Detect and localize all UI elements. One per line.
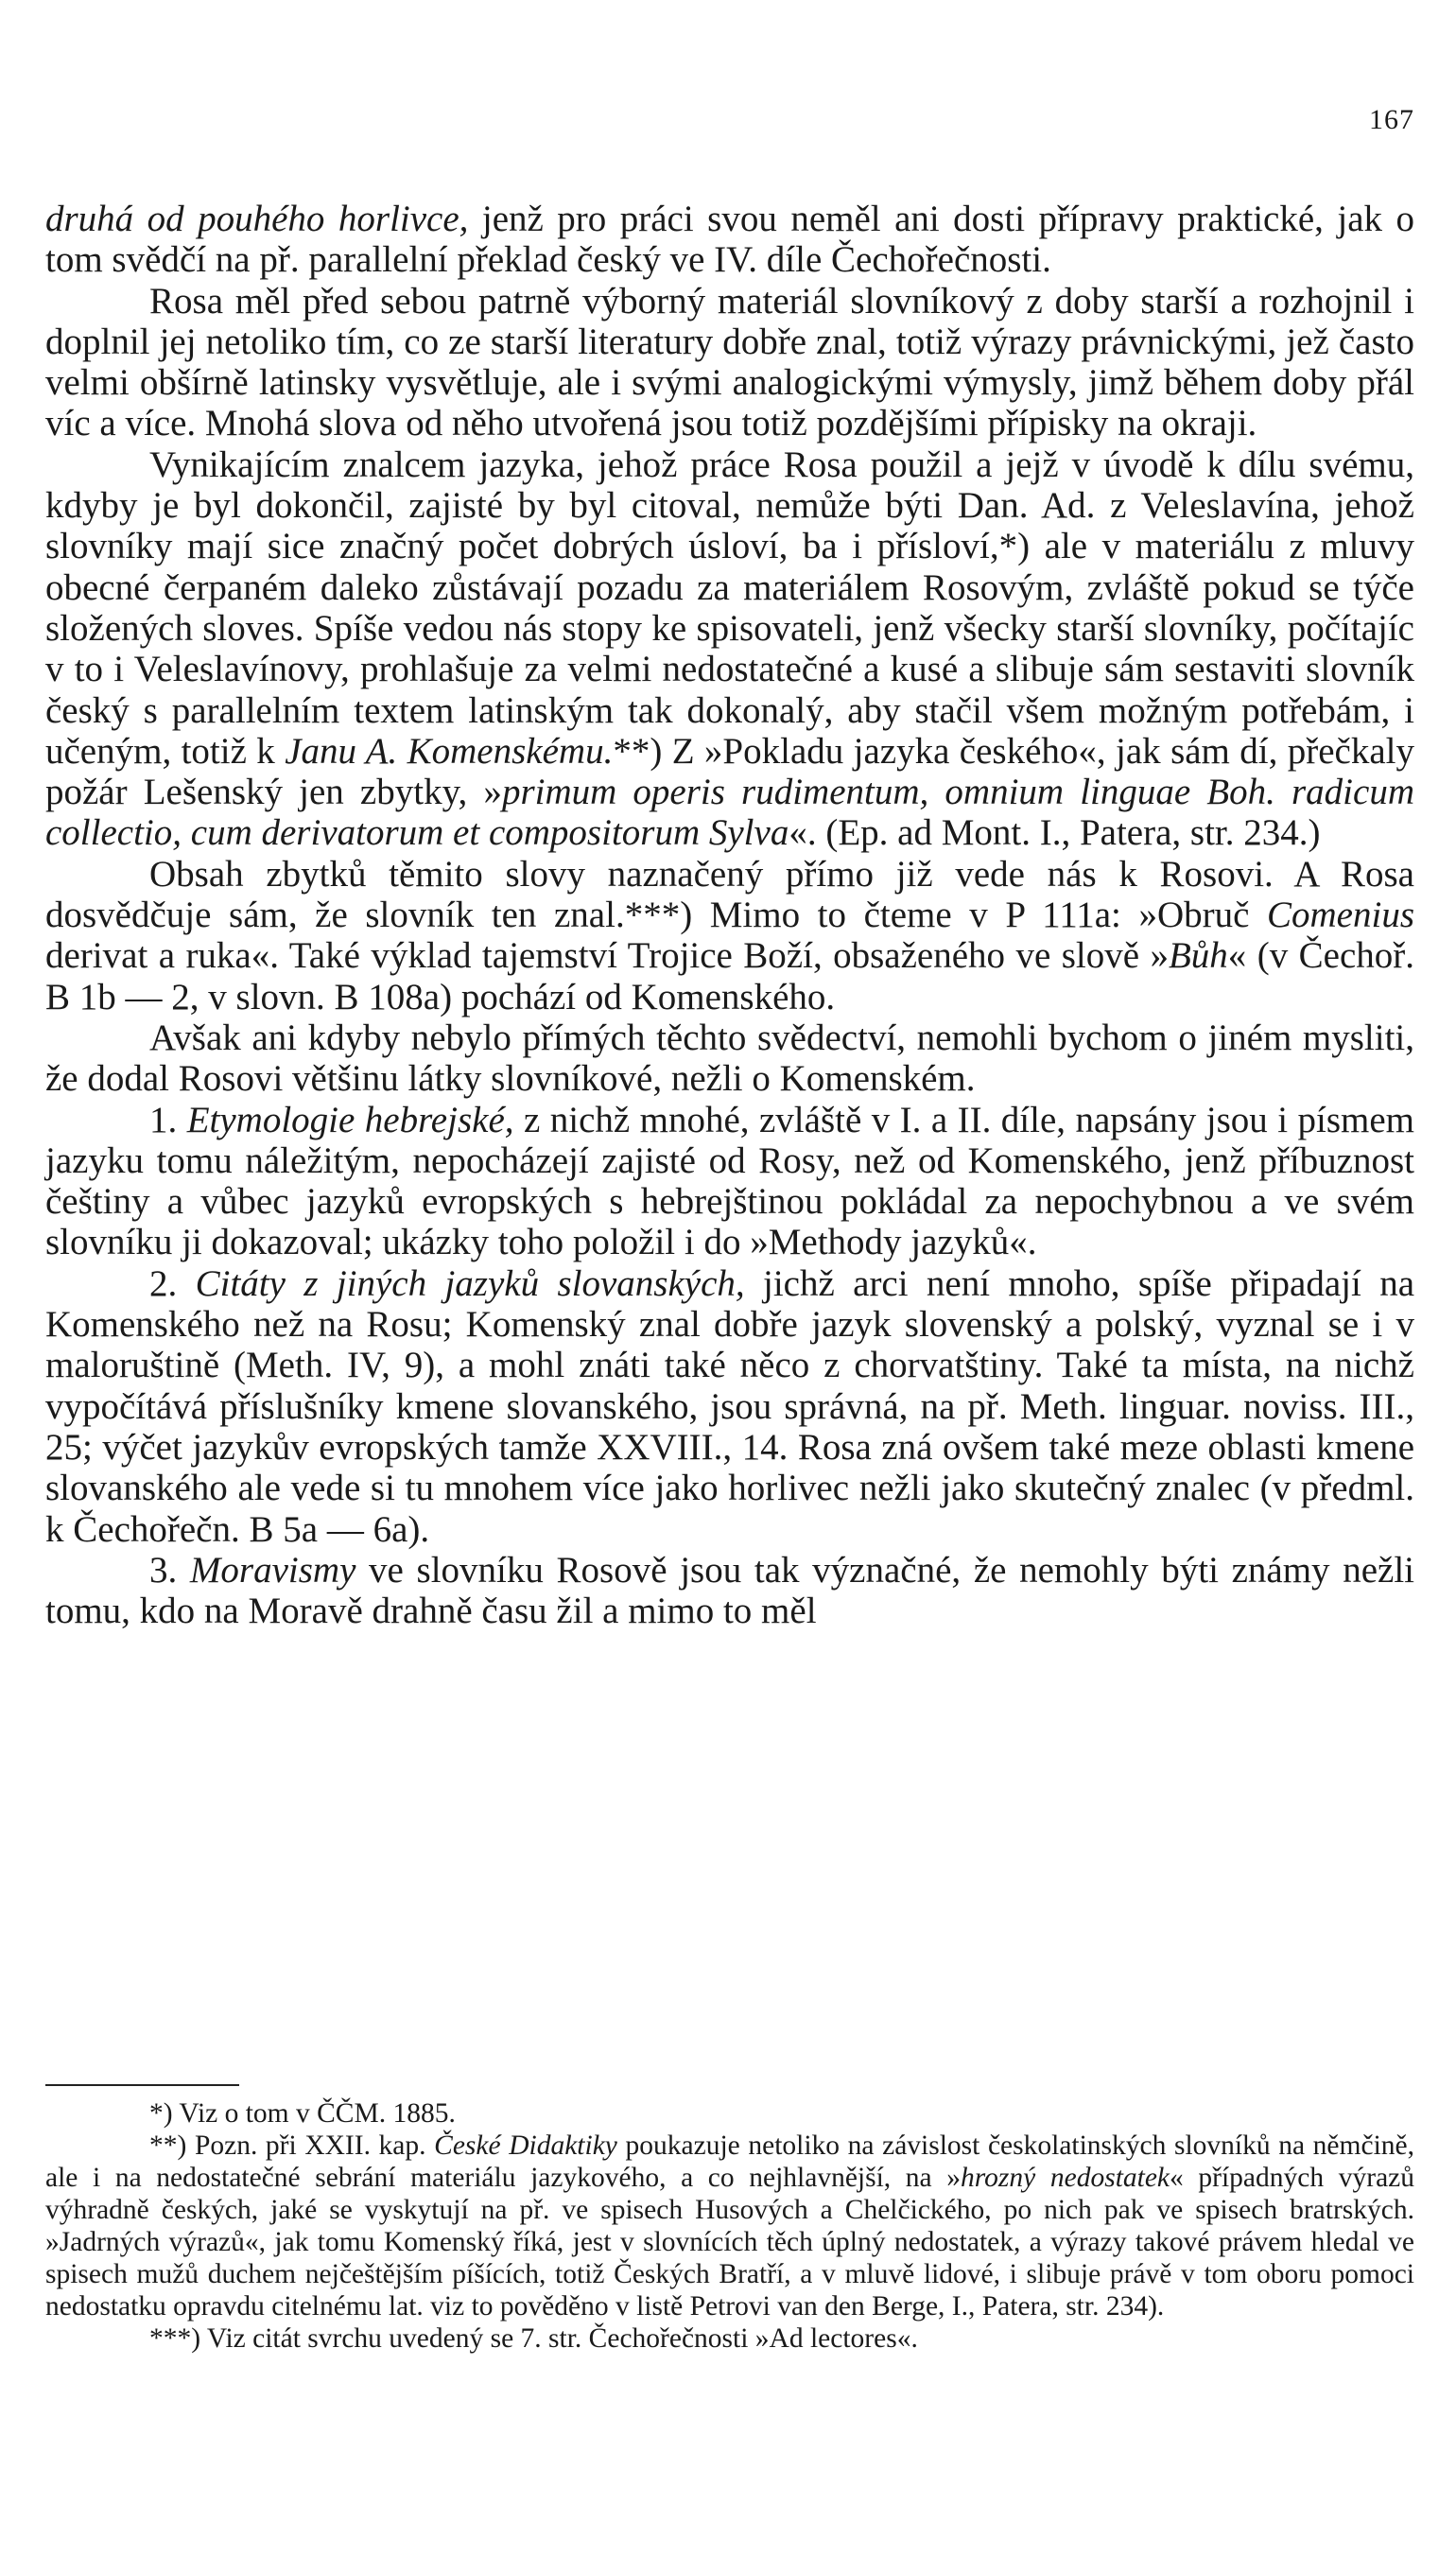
italic-phrase: Moravismy (189, 1549, 356, 1591)
paragraph (45, 281, 1414, 444)
italic-phrase: Bůh (1168, 935, 1228, 977)
text-run: jenž pro práci svou neměl ani dosti přípravy praktické, jak o tom svědčí na př. parallelní překlad český ve IV. díle Čechořečnosti. (45, 199, 1415, 281)
paragraph-numbered (45, 1263, 1414, 1550)
italic-phrase: hrozný nedostatek (961, 2163, 1170, 2193)
text-run: Vynikajícím znalcem jazyka, jehož práce Rosa použil a jejž v úvodě k dílu svému, kdyby je byl dokončil, zajisté by byl citoval, nemůže býti Dan. Ad. z Veleslavína, jehož slovníky mají sice značný počet dobrých úsloví, ba i přísloví,*) ale v materiálu z mluvy obecné čerpaném daleko zůstávají pozadu za materiálem Rosovým, zvláště pokud se týče složených sloves. Spíše vedou nás stopy ke spisovateli, jenž všecky starší slovníky, počítajíc v to i Veleslavínovy, prohlašuje za velmi nedostatečné a kusé a slibuje sám sestaviti slovník český s parallelním textem latinským tak dokonalý, aby stačil všem možným potřebám, i učeným, totiž k (45, 443, 1414, 772)
italic-phrase: Etymologie hebrejské, (186, 1099, 514, 1140)
book-page (45, 0, 1414, 2574)
text-run: *) Viz o tom v ČČM. 1885. (149, 2098, 456, 2129)
text-run: ***) Viz citát svrchu uvedený se 7. str. Čechořečnosti »Ad lectores«. (149, 2323, 918, 2354)
text-run: jichž arci není mnoho, spíše připadají na Komenského než na Rosu; Komenský znal dobře jazyk slovenský a polský, vyznal se i v maloruštině (Meth. IV, 9), a mohl znáti také něco z chorvatštiny. Také ta místa, na nichž vypočítává příslušníky kmene slovanského, jsou správná, na př. Meth. linguar. noviss. III., 25; výčet jazykův evropských tamže XXVIII., 14. Rosa zná ovšem také meze oblasti kmene slovanského ale vede si tu mnohem více jako horlivec nežli jako skutečný znalec (v předml. k Čechořečn. B 5a — 6a). (45, 1262, 1414, 1550)
page-number: 167 (1369, 104, 1414, 135)
item-number: 3. (149, 1549, 190, 1591)
paragraph-numbered (45, 1550, 1414, 1632)
paragraph-continuation (45, 199, 1414, 281)
paragraph-numbered (45, 1100, 1414, 1263)
italic-phrase: Comenius (1267, 895, 1414, 936)
text-run: poukazuje netoliko na závislost českolatinských slovníků na němčině, ale i na nedostatečné sebrání materiálu jazykového, a co nejhlavnější, na » (45, 2131, 1414, 2193)
text-run: derivat a ruka«. Také výklad tajemství Trojice Boží, obsaženého ve slově » (45, 935, 1169, 977)
footnote (45, 2322, 1414, 2355)
footnotes (45, 2097, 1414, 2355)
paragraph (45, 1017, 1414, 1100)
text-run: Obsah zbytků těmito slovy naznačený přímo již vede nás k Rosovi. A Rosa dosvědčuje sám, že slovník ten znal.***) Mimo to čteme v P 111a: »Obruč (45, 853, 1414, 936)
main-text (45, 199, 1414, 1631)
text-run: « (v Čechoř. B 1b — 2, v slovn. B 108a) pochází od Komenského. (45, 935, 1414, 1017)
item-number: 1. (149, 1099, 187, 1140)
text-run: Avšak ani kdyby nebylo přímých těchto svědectví, nemohli bychom o jiném mysliti, že dodal Rosovi většinu látky slovníkové, nežli o Komenském. (45, 1017, 1414, 1100)
paragraph (45, 444, 1414, 854)
footnote (45, 2097, 1414, 2130)
italic-phrase: České Didaktiky (434, 2131, 617, 2161)
text-run: Rosa měl před sebou patrně výborný materiál slovníkový z doby starší a rozhojnil i doplnil jej netoliko tím, co ze starší literatury dobře znal, totiž výrazy právnickými, jež často velmi obšírně latinsky vysvětluje, ale i svými analogickými výmysly, jimž během doby přál víc a více. Mnohá slova od něho utvořená jsou totiž pozdějšími přípisky na okraji. (45, 280, 1414, 444)
footnote-divider (45, 2084, 239, 2086)
text-run: **) Z »Pokladu jazyka českého«, jak sám dí, přečkaly požár Lešenský jen zbytky, » (45, 730, 1414, 813)
italic-phrase: Citáty z jiných jazyků slovanských, (195, 1262, 745, 1304)
paragraph (45, 854, 1414, 1017)
text-run: «. (Ep. ad Mont. I., Patera, str. 234.) (789, 812, 1321, 854)
italic-phrase: primum operis rudimentum, omnium linguae Boh. radicum collectio, cum derivatorum et compositorum Sylva (45, 772, 1414, 854)
footnote (45, 2130, 1414, 2322)
text-run: « případných výrazů výhradně českých, jaké se vyskytují na př. ve spisech Husových a Chelčického, po nich pak ve spisech bratrských. »Jadrných výrazů«, jak tomu Komenský říká, jest v slovnících těch úplný nedostatek, a výrazy takové právem hledal ve spisech mužů duchem nejčeštějším píšících, totiž Českých Bratří, a v mluvě lidové, i slibuje právě v tom oboru pomoci nedostatku opravdu citelnému lat. viz to pověděno v listě Petrovi van den Berge, I., Patera, str. 234). (45, 2163, 1415, 2322)
text-run: **) Pozn. při XXII. kap. (149, 2131, 435, 2161)
item-number: 2. (149, 1262, 196, 1304)
italic-phrase: druhá od pouhého horlivce, (45, 199, 469, 239)
italic-phrase: Janu A. Komenskému. (285, 730, 614, 772)
text-run: z nichž mnohé, zvláště v I. a II. díle, napsány jsou i písmem jazyku tomu náležitým, nepocházejí zajisté od Rosy, než od Komenského, jenž příbuznost češtiny a vůbec jazyků evropských s hebrejštinou pokládal za nepochybnou a ve svém slovníku ji dokazoval; ukázky toho položil i do »Methody jazyků«. (45, 1099, 1414, 1263)
text-run: ve slovníku Rosově jsou tak význačné, že nemohly býti známy nežli tomu, kdo na Moravě drahně času žil a mimo to měl (45, 1549, 1415, 1632)
